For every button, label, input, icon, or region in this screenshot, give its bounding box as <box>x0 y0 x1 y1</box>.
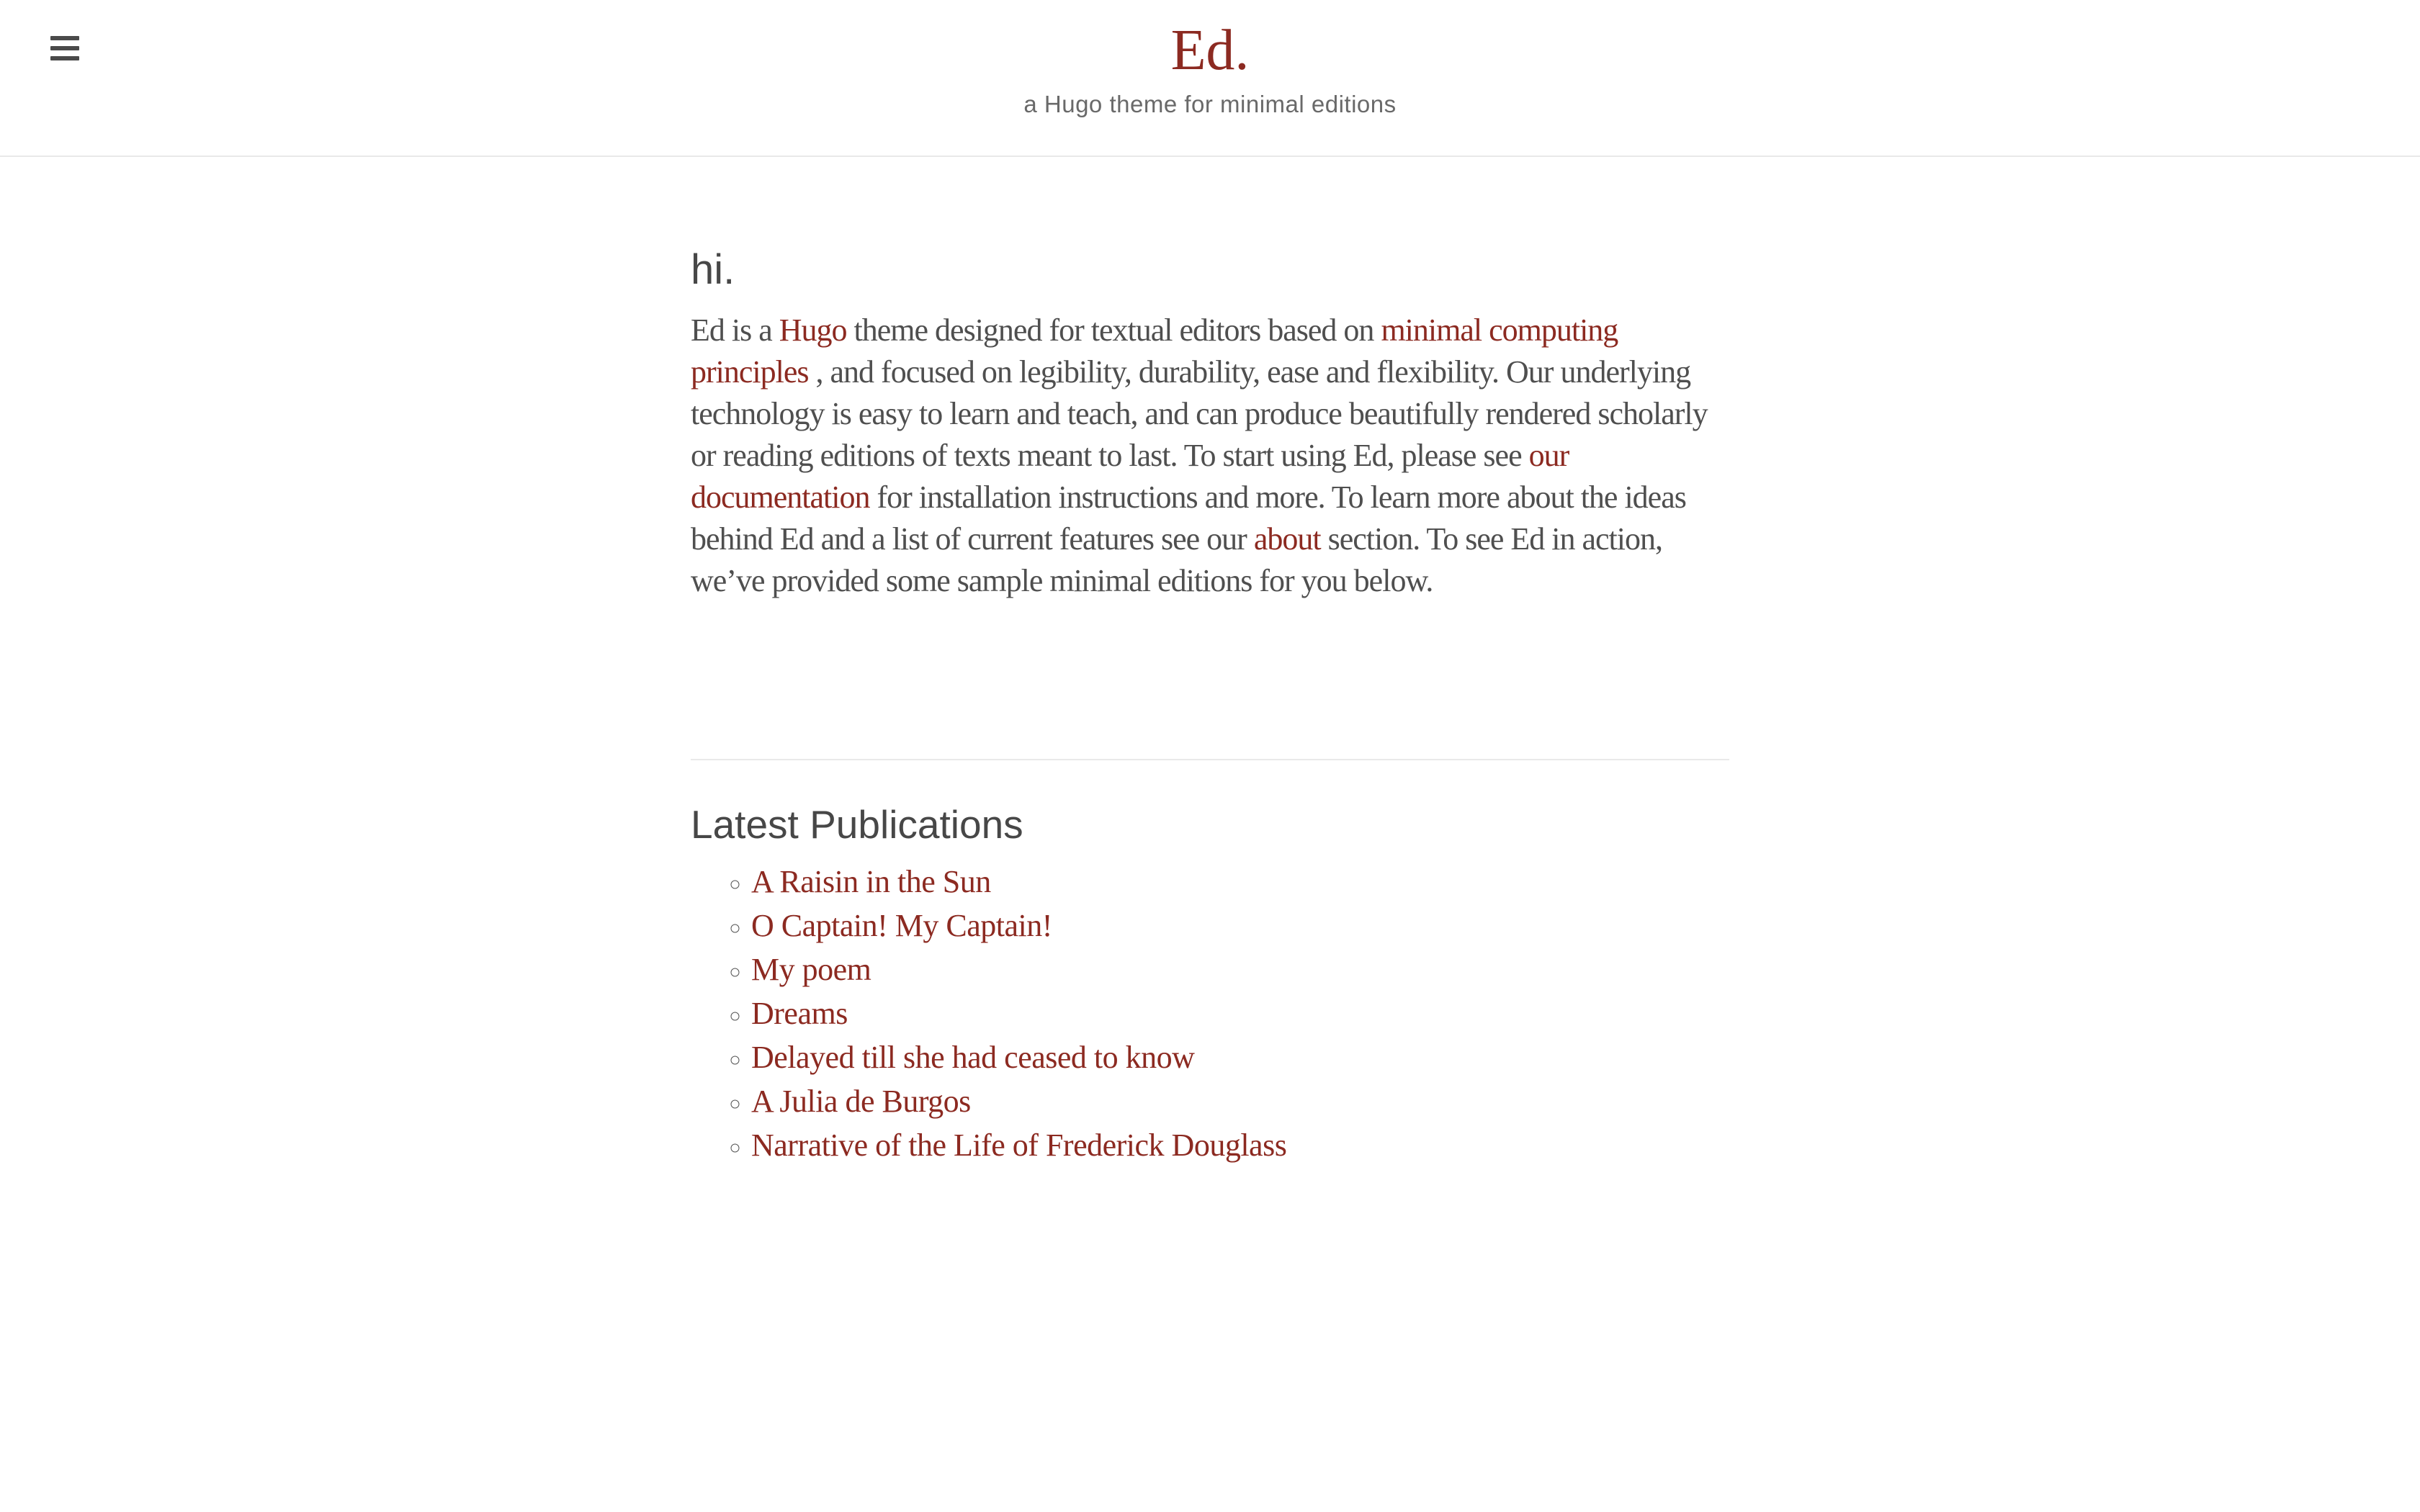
site-subtitle: a Hugo theme for minimal editions <box>1023 91 1397 117</box>
intro-link[interactable]: minimal computing principles <box>691 312 1618 390</box>
intro-link[interactable]: our documentation <box>691 438 1569 515</box>
publication-item <box>751 948 1729 991</box>
menu-button[interactable] <box>50 36 79 60</box>
intro-paragraph: Ed is a Hugo theme designed for textual editors based on minimal computing principles , and focused on legibility, durability, ease and flexibility. Our underlying technology is easy to learn and teach, and can produce beautifully rendered scholarly or reading editions of texts meant to last. To start using Ed, please see our documentation for installation instructions and more. To learn more about the ideas behind Ed and a list of current features see our about section. To see Ed in action, we’ve provided some sample minimal editions for you below. <box>691 312 1708 598</box>
main-content <box>691 246 1729 1167</box>
publication-item <box>751 860 1729 904</box>
section-divider <box>691 759 1729 760</box>
intro-link[interactable]: Hugo <box>779 312 847 348</box>
hamburger-icon <box>50 56 79 60</box>
publication-link[interactable]: O Captain! My Captain! <box>751 908 1052 943</box>
intro-link[interactable]: about <box>1253 521 1321 557</box>
publication-link[interactable]: Delayed till she had ceased to know <box>751 1040 1195 1075</box>
publications-list <box>691 860 1729 1167</box>
greeting-heading: hi. <box>691 246 735 293</box>
publication-link[interactable]: A Julia de Burgos <box>751 1084 971 1119</box>
publication-item <box>751 1035 1729 1079</box>
hamburger-icon <box>50 46 79 50</box>
site-title[interactable]: Ed. <box>1170 19 1250 82</box>
publications-heading: Latest Publications <box>691 802 1023 847</box>
publication-link[interactable]: Dreams <box>751 996 848 1031</box>
publication-link[interactable]: My poem <box>751 952 871 987</box>
site-header <box>0 0 2420 157</box>
publication-link[interactable]: A Raisin in the Sun <box>751 864 991 899</box>
publication-item <box>751 904 1729 948</box>
hamburger-icon <box>50 36 79 40</box>
publication-item <box>751 1123 1729 1167</box>
publication-item <box>751 1079 1729 1123</box>
publication-item <box>751 991 1729 1035</box>
publication-link[interactable]: Narrative of the Life of Frederick Douglass <box>751 1128 1287 1163</box>
